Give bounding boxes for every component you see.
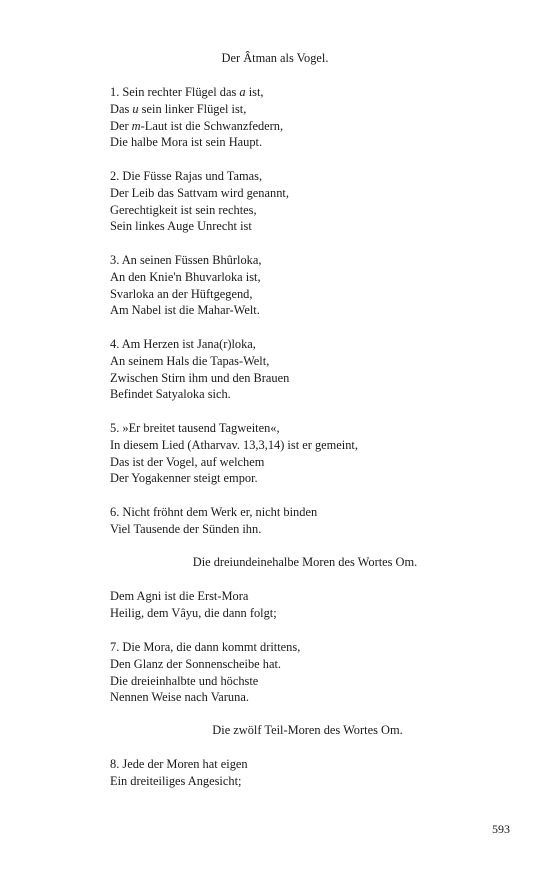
verse-text: Das <box>110 101 133 116</box>
verse-line: Gerechtigkeit ist sein rechtes, <box>110 202 257 217</box>
section-title-teilmoren: Die zwölf Teil-Moren des Wortes Om. <box>212 723 403 737</box>
verse-line: 6. Nicht fröhnt dem Werk er, nicht binden <box>110 505 318 519</box>
verse-line: Zwischen Stirn ihm und den Brauen <box>110 370 290 385</box>
verse-line: Ein dreiteiliges Angesicht; <box>110 773 242 788</box>
verse-line: Svarloka an der Hüftgegend, <box>110 286 253 301</box>
verse-line: An den Knie'n Bhuvarloka ist, <box>110 269 261 284</box>
verse-line: Der Yogakenner steigt empor. <box>110 471 258 486</box>
stanza-6 <box>110 504 317 538</box>
verse-line: An seinem Hals die Tapas-Welt, <box>110 353 270 368</box>
verse-line <box>110 101 283 118</box>
verse-line: Sein linkes Auge Unrecht ist <box>110 219 252 234</box>
verse-italic: a <box>239 85 246 99</box>
verse-line: Die halbe Mora ist sein Haupt. <box>110 135 263 150</box>
verse-line: In diesem Lied (Atharvav. 13,3,14) ist er gemeint, <box>110 437 358 452</box>
verse-line <box>110 84 283 101</box>
stanza-5 <box>110 420 358 487</box>
page-number: 593 <box>492 822 510 836</box>
verse-line: 7. Die Mora, die dann kommt drittens, <box>110 640 301 654</box>
stanza-7 <box>110 639 300 706</box>
verse-text: 1. Sein rechter Flügel das <box>110 85 240 99</box>
stanza-1 <box>110 84 283 151</box>
verse-text: Der <box>110 118 132 133</box>
verse-line: Dem Agni ist die Erst-Mora <box>110 589 249 603</box>
verse-line: Heilig, dem Vâyu, die dann folgt; <box>110 605 277 620</box>
verse-italic: u <box>132 101 139 116</box>
verse-text: ist, <box>245 85 264 99</box>
verse-line: Befindet Satyaloka sich. <box>110 387 231 402</box>
verse-line: 8. Jede der Moren hat eigen <box>110 757 248 771</box>
verse-text: sein linker Flügel ist, <box>138 101 247 116</box>
verse-line: 4. Am Herzen ist Jana(r)loka, <box>110 337 256 351</box>
verse-italic: m <box>131 118 141 133</box>
verse-line: 3. An seinen Füssen Bhûrloka, <box>110 253 262 267</box>
verse-line: Das ist der Vogel, auf welchem <box>110 454 265 469</box>
verse-line: Der Leib das Sattvam wird genannt, <box>110 185 289 200</box>
stanza-6b <box>110 588 277 622</box>
stanza-3 <box>110 252 261 319</box>
verse-line: 2. Die Füsse Rajas und Tamas, <box>110 169 263 183</box>
verse-line: Nennen Weise nach Varuna. <box>110 690 249 705</box>
verse-line: Am Nabel ist die Mahar-Welt. <box>110 303 260 318</box>
stanza-2 <box>110 168 289 235</box>
verse-line: Viel Tausende der Sünden ihn. <box>110 521 262 536</box>
section-title-atman: Der Âtman als Vogel. <box>221 51 329 65</box>
verse-text: -Laut ist die Schwanzfedern, <box>140 118 284 133</box>
stanza-8 <box>110 756 248 790</box>
verse-line: Den Glanz der Sonnenscheibe hat. <box>110 656 282 671</box>
verse-line: 5. »Er breitet tausend Tagweiten«, <box>110 421 280 435</box>
stanza-4 <box>110 336 289 403</box>
verse-line: Die dreieinhalbte und höchste <box>110 673 259 688</box>
section-title-moren: Die dreiundeinehalbe Moren des Wortes Om. <box>192 555 418 569</box>
verse-line <box>110 118 283 135</box>
